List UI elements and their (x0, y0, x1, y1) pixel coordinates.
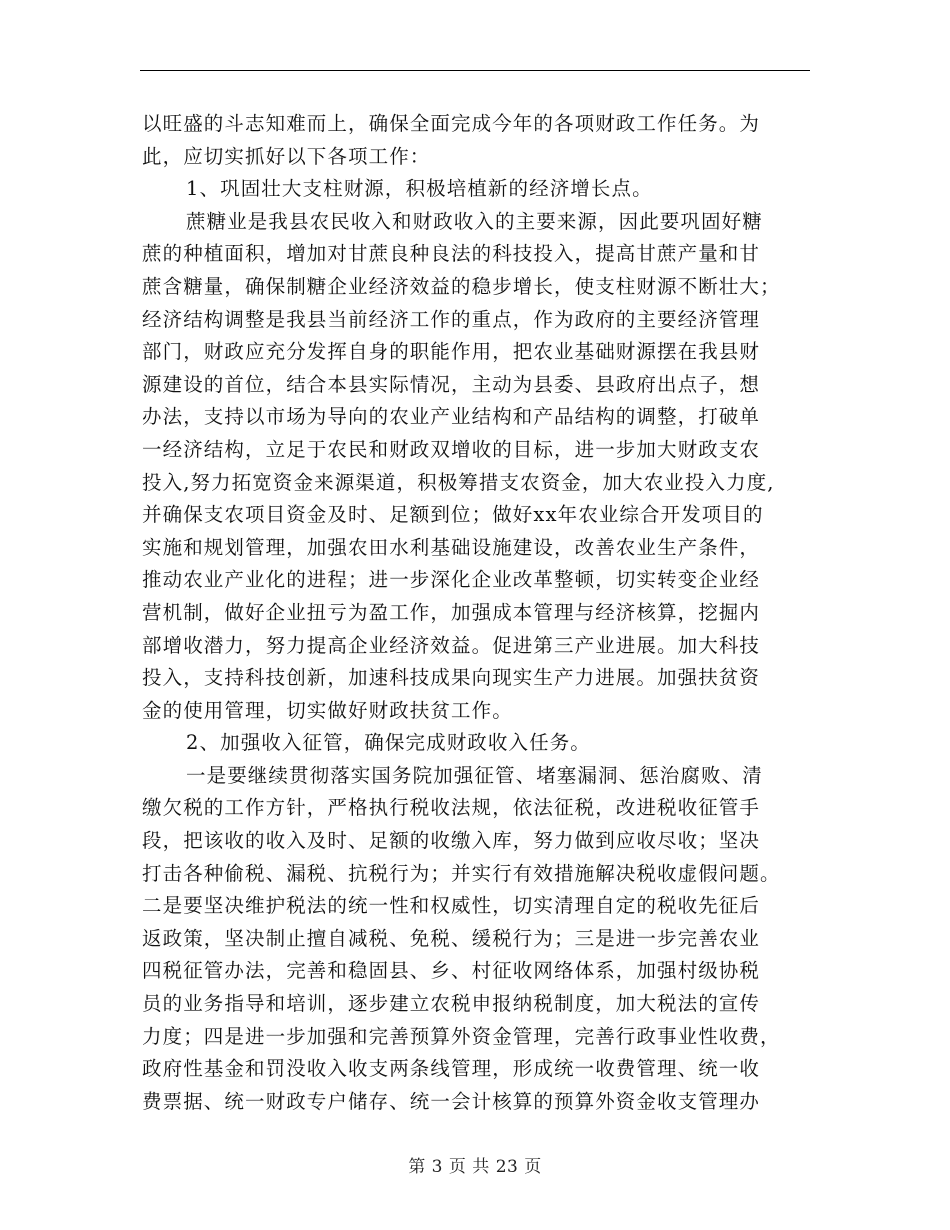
text-line: 蔗含糖量，确保制糖企业经济效益的稳步增长，使支柱财源不断壮大； (142, 274, 781, 298)
text-line: 部门，财政应充分发挥自身的职能作用，把农业基础财源摆在我县财 (142, 340, 761, 364)
text-line: 投入,努力拓宽资金来源渠道，积极筹措支农资金，加大农业投入力度, (142, 470, 775, 494)
text-line: 力度；四是进一步加强和完善预算外资金管理，完善行政事业性收费， (142, 1024, 781, 1048)
text-line: 2、加强收入征管，确保完成财政收入任务。 (186, 731, 591, 755)
text-line: 打击各种偷税、漏税、抗税行为；并实行有效措施解决税收虚假问题。 (142, 861, 781, 885)
header-rule (140, 70, 810, 71)
text-line: 营机制，做好企业扭亏为盈工作，加强成本管理与经济核算，挖掘内 (142, 600, 761, 624)
text-line: 投入，支持科技创新，加速科技成果向现实生产力进展。加强扶贫资 (142, 666, 761, 690)
text-line: 一是要继续贯彻落实国务院加强征管、堵塞漏洞、惩治腐败、清 (186, 763, 763, 787)
text-line: 办法，支持以市场为导向的农业产业结构和产品结构的调整，打破单 (142, 405, 761, 429)
text-line: 一经济结构，立足于农民和财政双增收的目标，进一步加大财政支农 (142, 437, 761, 461)
text-line: 蔗糖业是我县农民收入和财政收入的主要来源，因此要巩固好糖 (186, 209, 763, 233)
text-line: 政府性基金和罚没收入收支两条线管理，形成统一收费管理、统一收 (142, 1057, 761, 1081)
text-line: 推动农业产业化的进程；进一步深化企业改革整顿，切实转变企业经 (142, 568, 761, 592)
text-line: 返政策，坚决制止擅自减税、免税、缓税行为；三是进一步完善农业 (142, 926, 761, 950)
text-line: 此，应切实抓好以下各项工作： (142, 144, 431, 168)
text-line: 费票据、统一财政专户储存、统一会计核算的预算外资金收支管理办 (142, 1089, 761, 1113)
text-line: 四税征管办法，完善和稳固县、乡、村征收网络体系，加强村级协税 (142, 959, 761, 983)
text-line: 金的使用管理，切实做好财政扶贫工作。 (142, 698, 513, 722)
text-line: 二是要坚决维护税法的统一性和权威性，切实清理自定的税收先征后 (142, 894, 761, 918)
text-line: 经济结构调整是我县当前经济工作的重点，作为政府的主要经济管理 (142, 307, 761, 331)
text-line: 蔗的种植面积，增加对甘蔗良种良法的科技投入，提高甘蔗产量和甘 (142, 242, 761, 266)
text-line: 1、巩固壮大支柱财源，积极培植新的经济增长点。 (186, 177, 653, 201)
text-line: 并确保支农项目资金及时、足额到位；做好xx年农业综合开发项目的 (142, 503, 764, 527)
text-line: 部增收潜力，努力提高企业经济效益。促进第三产业进展。加大科技 (142, 633, 761, 657)
text-line: 以旺盛的斗志知难而上，确保全面完成今年的各项财政工作任务。为 (142, 112, 761, 135)
document-body (142, 108, 812, 1118)
text-line: 员的业务指导和培训，逐步建立农税申报纳税制度，加大税法的宣传 (142, 992, 761, 1016)
text-line: 段，把该收的收入及时、足额的收缴入库，努力做到应收尽收；坚决 (142, 829, 761, 853)
text-line: 实施和规划管理，加强农田水利基础设施建设，改善农业生产条件， (142, 535, 761, 559)
text-line: 源建设的首位，结合本县实际情况，主动为县委、县政府出点子，想 (142, 372, 761, 396)
text-line: 缴欠税的工作方针，严格执行税收法规，依法征税，改进税收征管手 (142, 796, 761, 820)
page-number-footer: 第 3 页 共 23 页 (408, 1157, 542, 1177)
